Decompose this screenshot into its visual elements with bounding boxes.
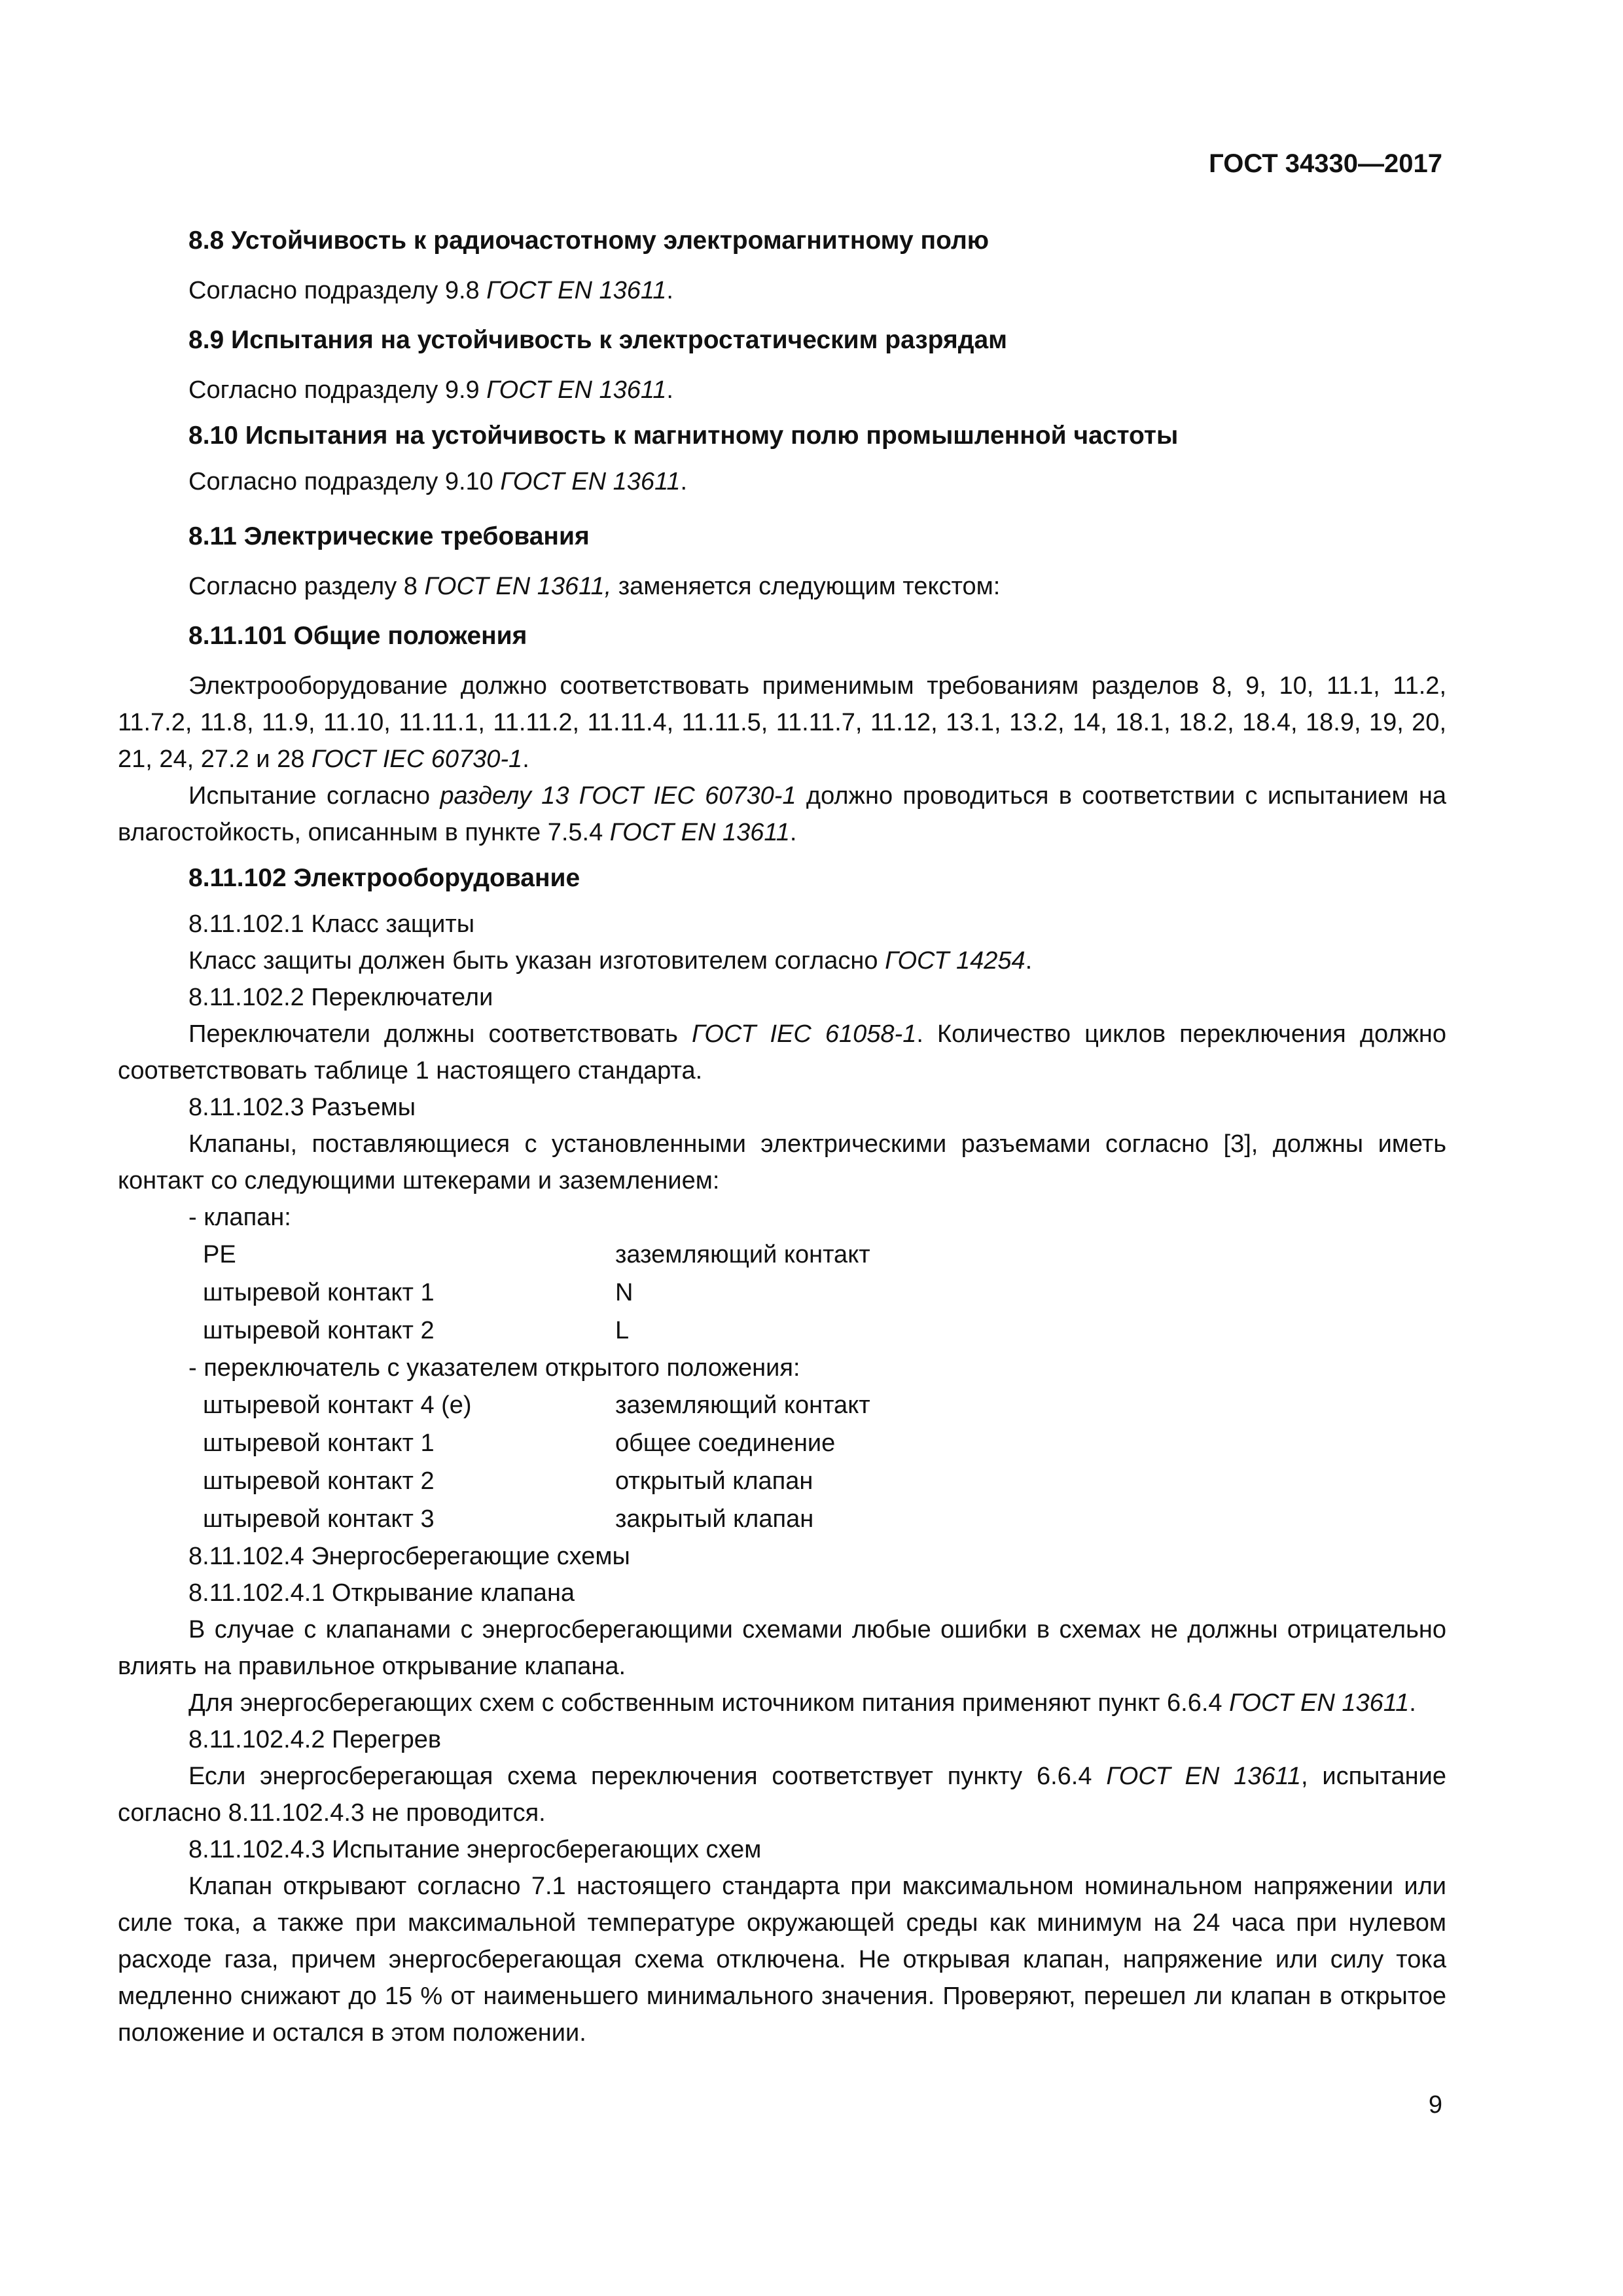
clause-text-4-1: В случае с клапанами с энергосберегающими схемами любые ошибки в схемах не должны отрицательно влиять на правильное открывание клапана.: [118, 1616, 1446, 1680]
reference: ГОСТ EN 13611: [609, 819, 790, 846]
document-body: [118, 223, 1446, 2051]
switch-pin-list: [118, 1386, 1446, 1538]
pin-row: [118, 1462, 1446, 1500]
pin-name: штыревой контакт 2: [203, 1317, 435, 1344]
pin-description: N: [615, 1279, 633, 1306]
pin-row: [118, 1424, 1446, 1462]
reference: ГОСТ EN 13611: [500, 468, 681, 495]
reference: ГОСТ IEC 61058-1: [692, 1020, 917, 1048]
reference: ГОСТ IEC 60730-1: [311, 745, 523, 773]
pin-name: штыревой контакт 3: [203, 1505, 435, 1533]
pin-description: закрытый клапан: [615, 1505, 814, 1533]
pin-name: штыревой контакт 2: [203, 1467, 435, 1495]
clause-title-4: 8.11.102.4 Энергосберегающие схемы: [188, 1543, 630, 1570]
paragraph-8-10: Согласно подразделу 9.10 ГОСТ EN 13611.: [188, 468, 688, 495]
reference: разделу 13 ГОСТ IEC 60730-1: [440, 782, 796, 810]
pin-description: заземляющий контакт: [615, 1241, 870, 1268]
clause-title-3: 8.11.102.3 Разъемы: [188, 1094, 416, 1121]
pin-row: [118, 1386, 1446, 1424]
standard-number: ГОСТ 34330—2017: [1209, 149, 1442, 178]
clause-title-2: 8.11.102.2 Переключатели: [188, 984, 493, 1011]
pin-name: штыревой контакт 1: [203, 1429, 435, 1457]
pin-row: [118, 1236, 1446, 1274]
valve-pin-list: [118, 1236, 1446, 1350]
pin-name: штыревой контакт 4 (е): [203, 1391, 472, 1419]
pin-description: заземляющий контакт: [615, 1391, 870, 1419]
pin-name: PE: [203, 1241, 236, 1268]
paragraph-8-9: Согласно подразделу 9.9 ГОСТ EN 13611.: [188, 376, 673, 404]
pin-description: общее соединение: [615, 1429, 836, 1457]
reference: ГОСТ EN 13611: [1229, 1689, 1410, 1717]
reference: ГОСТ EN 13611: [486, 376, 667, 404]
heading-8-11-102: 8.11.102 Электрооборудование: [188, 864, 580, 892]
clause-text-3: Клапаны, поставляющиеся с установленными электрическими разъемами согласно [3], должны иметь контакт со следующими штекерами и заземлением:: [118, 1130, 1446, 1194]
heading-8-8: 8.8 Устойчивость к радиочастотному электромагнитному полю: [188, 226, 990, 255]
clause-text-4-3: Клапан открывают согласно 7.1 настоящего стандарта при максимальном номинальном напряжении или силе тока, а также при максимальной температуре окружающей среды как минимум на 24 часа при нулевом расходе газа, причем энергосберегающая схема отключена. Не открывая клапан, напряжение или силу тока медленно снижают до 15 % от наименьшего минимального значения. Проверяют, перешел ли клапан в открытое положение и остался в этом положении.: [118, 1873, 1446, 2047]
clause-title-4-1: 8.11.102.4.1 Открывание клапана: [188, 1579, 575, 1607]
reference: ГОСТ 14254: [885, 947, 1026, 975]
pin-row: [118, 1312, 1446, 1350]
valve-label: - клапан:: [188, 1204, 291, 1231]
clause-text-1: Класс защиты должен быть указан изготовителем согласно ГОСТ 14254.: [188, 947, 1033, 975]
paragraph-general-1: Электрооборудование должно соответствовать применимым требованиям разделов 8, 9, 10, 11.1, 11.2, 11.7.2, 11.8, 11.9, 11.10, 11.11.1, 11.11.2, 11.11.4, 11.11.5, 11.11.7, 11.12, 13.1, 13.2, 14, 18.1, 18.2, 18.4, 18.9, 19, 20, 21, 24, 27.2 и 28 ГОСТ IEC 60730-1.: [118, 672, 1446, 773]
reference: ГОСТ EN 13611,: [424, 573, 612, 600]
heading-8-11: 8.11 Электрические требования: [188, 522, 590, 550]
heading-8-10: 8.10 Испытания на устойчивость к магнитному полю промышленной частоты: [188, 422, 1179, 450]
reference: ГОСТ EN 13611: [486, 277, 667, 304]
page-number: 9: [1428, 2091, 1442, 2119]
clause-text-2: Переключатели должны соответствовать ГОСТ IEC 61058-1. Количество циклов переключения должно соответствовать таблице 1 настоящего стандарта.: [118, 1020, 1447, 1085]
pin-row: [118, 1500, 1446, 1538]
switch-label: - переключатель с указателем открытого положения:: [188, 1354, 800, 1382]
heading-8-11-101: 8.11.101 Общие положения: [188, 622, 527, 650]
pin-description: L: [615, 1317, 630, 1344]
paragraph-8-11: Согласно разделу 8 ГОСТ EN 13611, заменяется следующим текстом:: [188, 573, 1001, 600]
paragraph-8-8: Согласно подразделу 9.8 ГОСТ EN 13611.: [188, 277, 673, 304]
reference: ГОСТ EN 13611: [1106, 1763, 1302, 1790]
clause-title-4-3: 8.11.102.4.3 Испытание энергосберегающих схем: [188, 1836, 762, 1863]
clause-text-4-1b: Для энергосберегающих схем с собственным источником питания применяют пункт 6.6.4 ГОСТ EN 13611.: [188, 1689, 1416, 1717]
pin-row: [118, 1274, 1446, 1312]
clause-title-1: 8.11.102.1 Класс защиты: [188, 910, 475, 938]
pin-name: штыревой контакт 1: [203, 1279, 435, 1306]
heading-8-9: 8.9 Испытания на устойчивость к электростатическим разрядам: [188, 326, 1008, 354]
clause-text-4-2: Если энергосберегающая схема переключения соответствует пункту 6.6.4 ГОСТ EN 13611, испытание согласно 8.11.102.4.3 не проводится.: [118, 1763, 1446, 1827]
clause-title-4-2: 8.11.102.4.2 Перегрев: [188, 1726, 442, 1753]
paragraph-general-2: Испытание согласно разделу 13 ГОСТ IEC 60730-1 должно проводиться в соответствии с испытанием на влагостойкость, описанным в пункте 7.5.4 ГОСТ EN 13611.: [118, 782, 1446, 846]
pin-description: открытый клапан: [615, 1467, 813, 1495]
